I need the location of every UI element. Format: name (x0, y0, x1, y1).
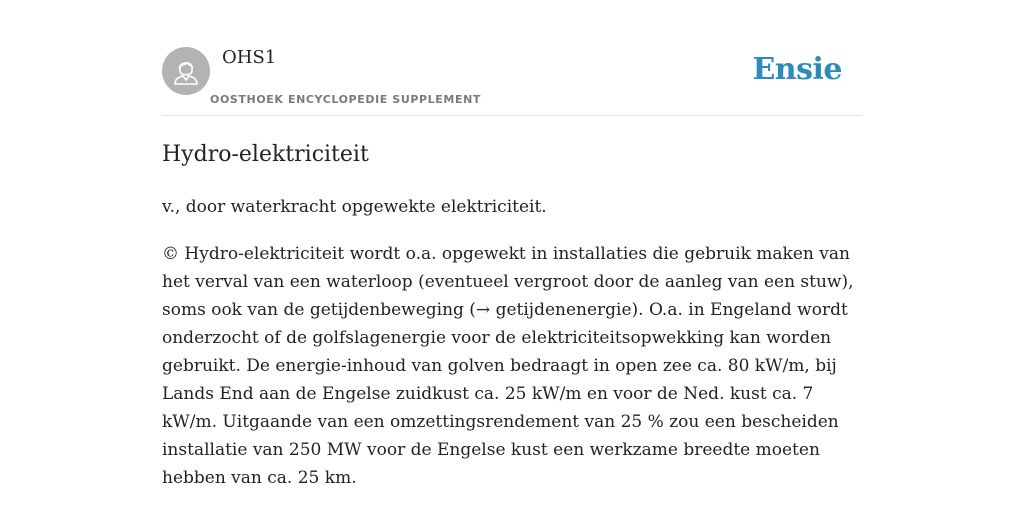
source-header (162, 46, 862, 116)
article-body: © Hydro-elektriciteit wordt o.a. opgewekt in installaties die gebruik maken van het verval van een waterloop (eventueel vergroot door de aanleg van een stuw), soms ook van de getijdenbeweging (→ getijdenenergie). O.a. in Engeland wordt onderzocht of de golfslagenergie voor de elektriciteitsopwekking kan worden gebruikt. De energie-inhoud van golven bedraagt in open zee ca. 80 kW/m, bij Lands End aan de Engelse zuidkust ca. 25 kW/m en voor de Ned. kust ca. 7 kW/m. Uitgaande van een omzettingsrendement van 25 % zou een bescheiden installatie van 250 MW voor de Engelse kust een werkzame breedte moeten hebben van ca. 25 km. (162, 244, 854, 488)
article-title: Hydro-elektriciteit (162, 142, 369, 167)
header-divider (162, 115, 862, 116)
source-code[interactable]: OHS1 (222, 47, 277, 68)
source-name[interactable]: OOSTHOEK ENCYCLOPEDIE SUPPLEMENT (210, 93, 481, 106)
article-definition: v., door waterkracht opgewekte elektriciteit. (162, 197, 547, 217)
user-placeholder-icon (162, 47, 210, 95)
brand-logo[interactable]: Ensie (752, 52, 842, 87)
